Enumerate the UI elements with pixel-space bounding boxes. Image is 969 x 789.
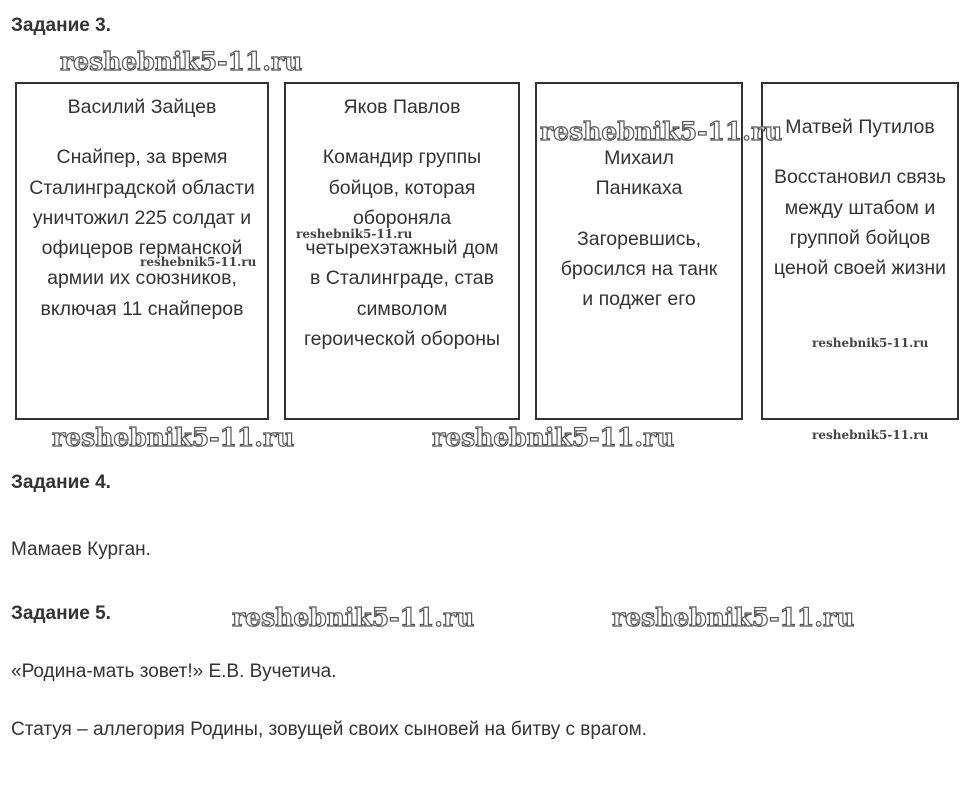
card-description: Загоревшись, бросился на танк и поджег его [560,227,718,311]
task5-heading: Задание 5. [11,603,111,624]
watermark: reshebnik5-11.ru [432,423,675,452]
card-name: Михаил Паникаха [595,147,683,200]
card-name: Василий Зайцев [67,96,217,118]
task4-heading: Задание 4. [11,472,111,493]
card-description: Снайпер, за время Сталинградской области уничтожил 225 солдат и офицеров германской армии их союзников, включая 11 снайперов [29,146,255,320]
watermark: reshebnik5-11.ru [540,117,783,146]
watermark: reshebnik5-11.ru [232,603,475,632]
card-description: Восстановил связь между штабом и группой бойцов ценой своей жизни [773,166,947,280]
watermark: reshebnik5-11.ru [612,603,855,632]
card-mikhail-panikakha [535,82,743,420]
card-matvey-putilov [761,82,959,420]
watermark: reshebnik5-11.ru [812,428,929,442]
watermark: reshebnik5-11.ru [140,255,257,269]
card-yakov-pavlov [284,82,520,420]
task5-answer-line1: «Родина-мать зовет!» Е.В. Вучетича. [11,661,337,682]
watermark: reshebnik5-11.ru [296,227,413,241]
task5-answer-line2: Статуя – аллегория Родины, зовущей своих сыновей на битву с врагом. [11,719,647,740]
watermark: reshebnik5-11.ru [52,423,295,452]
card-description: Командир группы бойцов, которая обороняла четырехэтажный дом в Сталинграде, став символом героической обороны [303,146,501,351]
card-name: Яков Павлов [343,96,461,118]
card-name: Матвей Путилов [785,116,935,138]
card-vasily-zaitsev [15,82,269,420]
watermark: reshebnik5-11.ru [60,47,303,76]
task3-heading: Задание 3. [11,15,111,36]
watermark: reshebnik5-11.ru [812,336,929,350]
task4-answer: Мамаев Курган. [11,539,151,560]
